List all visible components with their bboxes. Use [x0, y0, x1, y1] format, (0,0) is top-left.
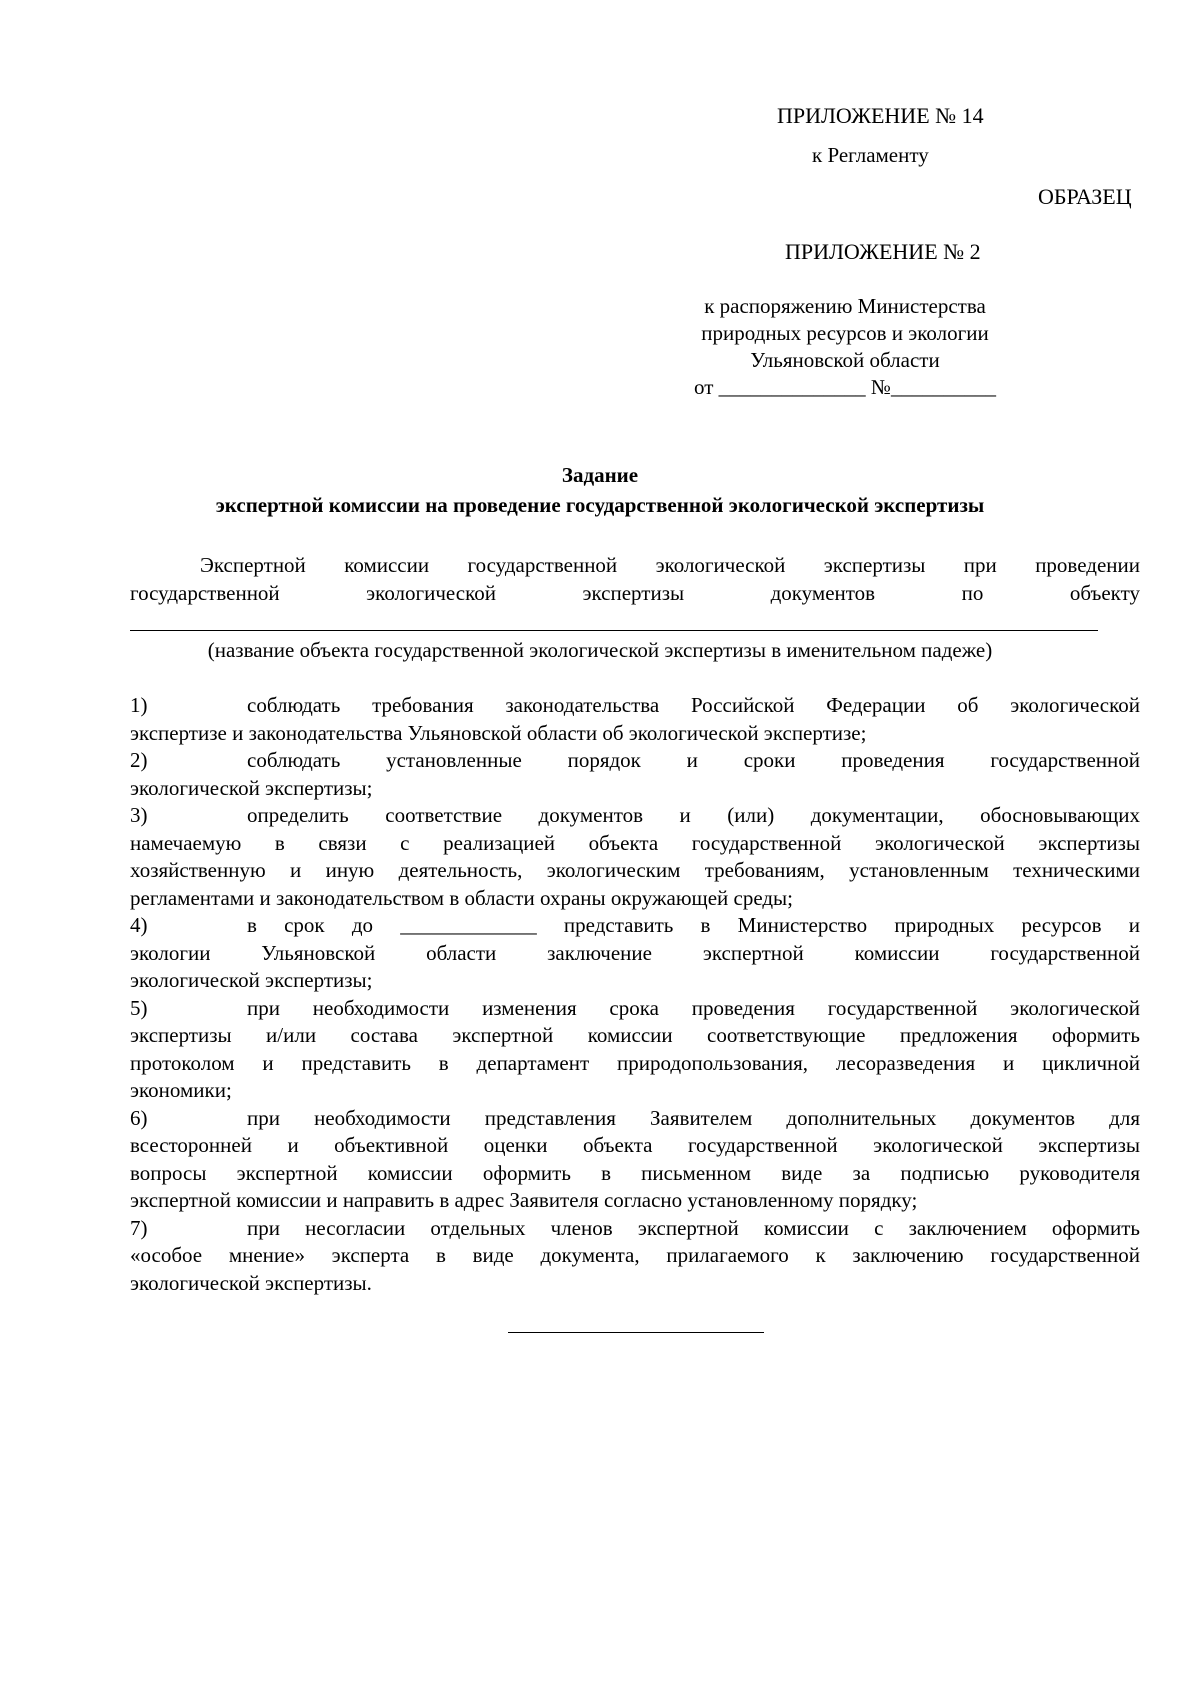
list-item [130, 1105, 1140, 1215]
list-item-text: определить соответствие документов и (или) документации, обосновывающих [247, 803, 1140, 827]
list-item-line: хозяйственную и иную деятельность, экологическим требованиям, установленным техническими [130, 858, 1140, 882]
list-item-first-line [130, 912, 1140, 940]
list-item-line: намечаемую в связи с реализацией объекта государственной экологической экспертизы [130, 830, 1140, 855]
list-item-number: 3) [130, 803, 148, 827]
list-item [130, 802, 1140, 912]
appendix-main: ПРИЛОЖЕНИЕ № 14 [777, 103, 984, 128]
document-subtitle: экспертной комиссии на проведение государственной экологической экспертизы [215, 493, 985, 517]
date-number-line: от ______________ №__________ [694, 375, 996, 399]
list-item-text: в срок до _____________ представить в Министерство природных ресурсов и [247, 913, 1140, 937]
list-item-number: 2) [130, 748, 148, 772]
list-item-line: протоколом и представить в департамент природопользования, лесоразведения и цикличной [130, 1050, 1140, 1075]
list-item-first-line [130, 1105, 1140, 1133]
list-item-text: при необходимости представления Заявителем дополнительных документов для [247, 1105, 1140, 1130]
list-item-line: экологической экспертизы. [130, 1270, 372, 1295]
intro-line-2: государственной экологической экспертизы документов по объекту [130, 580, 1140, 605]
document-title: Задание [561, 463, 639, 487]
list-item-number: 4) [130, 913, 148, 937]
list-item-first-line [130, 1215, 1140, 1243]
list-item-line: экологической экспертизы; [130, 775, 373, 800]
closing-separator [508, 1332, 764, 1333]
list-item-text: при несогласии отдельных членов экспертной комиссии с заключением оформить [247, 1215, 1140, 1240]
list-item-line: экологии Ульяновской области заключение экспертной комиссии государственной [130, 940, 1140, 965]
appendix-second: ПРИЛОЖЕНИЕ № 2 [785, 239, 981, 264]
obligations-list [130, 692, 1140, 1297]
list-item [130, 995, 1140, 1105]
list-item-text: соблюдать установленные порядок и сроки проведения государственной [247, 748, 1140, 772]
list-item-text: соблюдать требования законодательства Российской Федерации об экологической [247, 693, 1140, 717]
list-item-first-line [130, 692, 1140, 720]
list-item-line: вопросы экспертной комиссии оформить в письменном виде за подписью руководителя [130, 1160, 1140, 1185]
intro-paragraph [130, 552, 1140, 607]
list-item-number: 1) [130, 693, 148, 717]
order-line-2: природных ресурсов и экологии [701, 321, 989, 345]
list-item-first-line [130, 747, 1140, 775]
order-line-3: Ульяновской области [750, 348, 940, 372]
list-item-line: экспертной комиссии и направить в адрес Заявителя согласно установленному порядку; [130, 1188, 918, 1212]
list-item-line: «особое мнение» эксперта в виде документа, прилагаемого к заключению государственной [130, 1243, 1140, 1267]
list-item [130, 912, 1140, 995]
object-name-caption: (название объекта государственной экологической экспертизы в именительном падеже) [207, 638, 993, 662]
sample-mark: ОБРАЗЕЦ [1038, 184, 1132, 209]
list-item-line: экспертизе и законодательства Ульяновской области об экологической экспертизе; [130, 720, 867, 745]
order-reference [660, 293, 1030, 401]
object-name-underline [130, 630, 1098, 631]
list-item-first-line [130, 995, 1140, 1023]
list-item-first-line [130, 802, 1140, 830]
list-item-line: экспертизы и/или состава экспертной комиссии соответствующие предложения оформить [130, 1023, 1140, 1047]
list-item [130, 747, 1140, 802]
list-item-number: 7) [130, 1215, 148, 1240]
to-regulation: к Регламенту [812, 143, 929, 167]
list-item-line: регламентами и законодательством в области охраны окружающей среды; [130, 885, 793, 910]
list-item [130, 1215, 1140, 1298]
intro-line-1: Экспертной комиссии государственной экологической экспертизы при проведении [200, 553, 1140, 577]
list-item-line: всесторонней и объективной оценки объекта государственной экологической экспертизы [130, 1133, 1140, 1157]
order-line-1: к распоряжению Министерства [704, 294, 986, 318]
list-item [130, 692, 1140, 747]
list-item-line: экономики; [130, 1078, 232, 1102]
list-item-line: экологической экспертизы; [130, 968, 373, 992]
list-item-number: 5) [130, 995, 148, 1020]
list-item-text: при необходимости изменения срока проведения государственной экологической [247, 995, 1140, 1020]
list-item-number: 6) [130, 1105, 148, 1130]
